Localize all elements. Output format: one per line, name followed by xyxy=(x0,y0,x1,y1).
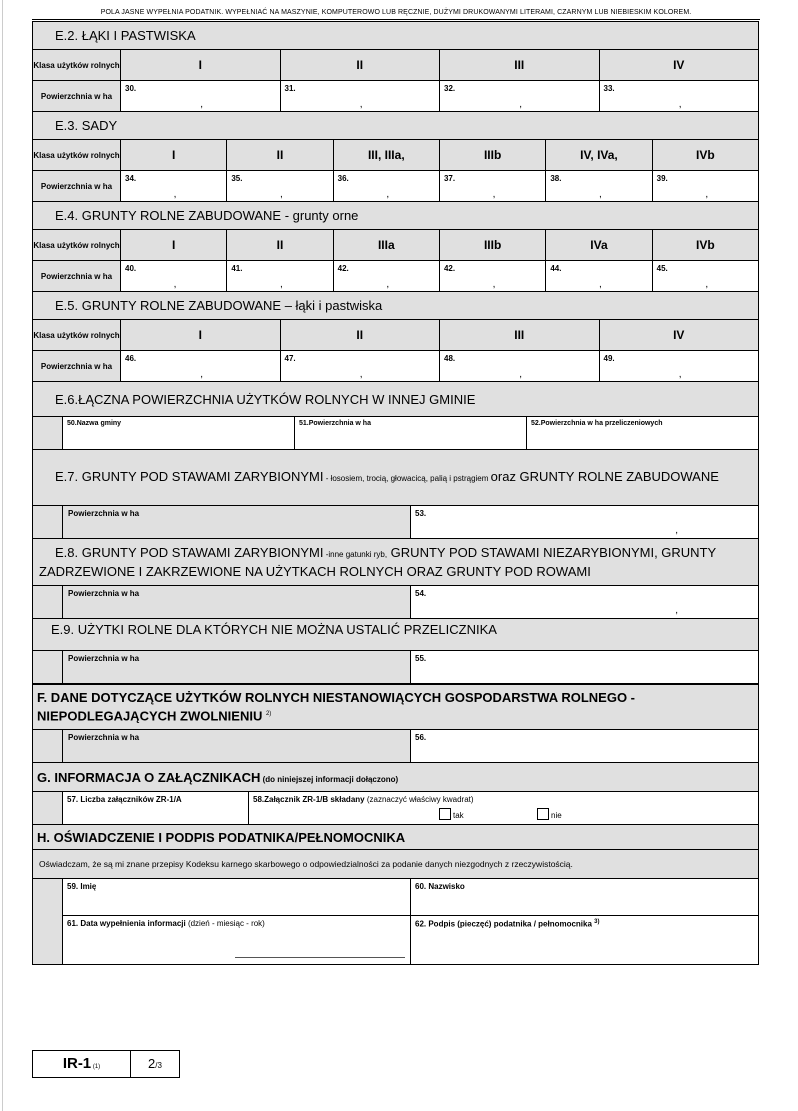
field-56[interactable]: 56. xyxy=(411,730,759,763)
field-36[interactable]: 36. , xyxy=(333,171,439,202)
section-title: E.3. SADY xyxy=(33,112,759,140)
section-e3 xyxy=(32,111,759,202)
field-41[interactable]: 41. , xyxy=(227,261,333,292)
field-60-last-name[interactable]: 60. Nazwisko xyxy=(411,879,759,916)
section-g xyxy=(32,762,759,825)
row-label-class: Klasa użytków rolnych xyxy=(33,50,121,81)
class-header: IVa xyxy=(546,230,652,261)
area-label: Powierzchnia w ha xyxy=(63,506,411,539)
class-header: IVb xyxy=(652,140,758,171)
date-underline xyxy=(235,957,405,958)
section-h xyxy=(32,824,759,965)
section-f xyxy=(32,683,759,763)
class-header: III xyxy=(440,320,600,351)
page-edge xyxy=(2,0,3,1111)
area-label: Powierzchnia w ha xyxy=(63,651,411,684)
field-48[interactable]: 48. , xyxy=(440,351,600,382)
field-61-date[interactable]: 61. Data wypełnienia informacji (dzień - miesiąc - rok) xyxy=(63,916,411,965)
class-header: IIIb xyxy=(439,230,545,261)
page-number: 2/3 xyxy=(148,1056,162,1071)
row-label-area: Powierzchnia w ha xyxy=(33,81,121,112)
class-header: I xyxy=(121,320,281,351)
class-header: IV xyxy=(599,320,759,351)
section-title: E.2. ŁĄKI I PASTWISKA xyxy=(33,22,759,50)
class-header: II xyxy=(227,230,333,261)
field-50-municipality[interactable]: 50.Nazwa gminy xyxy=(63,417,295,450)
class-header: I xyxy=(121,140,227,171)
class-header: IIIa xyxy=(333,230,439,261)
class-header: IV xyxy=(599,50,759,81)
class-header: II xyxy=(227,140,333,171)
class-header: III xyxy=(440,50,600,81)
section-title: E.7. GRUNTY POD STAWAMI ZARYBIONYMI - łososiem, trocią, głowacicą, palią i pstrągiem oraz GRUNTY ROLNE ZABUDOWANE xyxy=(33,450,759,506)
divider xyxy=(32,19,760,20)
field-55[interactable]: 55. xyxy=(411,651,759,684)
area-label: Powierzchnia w ha xyxy=(63,586,411,619)
field-46[interactable]: 46. , xyxy=(121,351,281,382)
section-title: E.5. GRUNTY ROLNE ZABUDOWANE – łąki i pastwiska xyxy=(33,292,759,320)
field-39[interactable]: 39. , xyxy=(652,171,758,202)
section-title: F. DANE DOTYCZĄCE UŻYTKÓW ROLNYCH NIESTANOWIĄCYCH GOSPODARSTWA ROLNEGO - NIEPODLEGAJĄCYCH ZWOLNIENIU $^{2)}$ xyxy=(33,684,759,730)
section-e5 xyxy=(32,291,759,382)
option-no[interactable]: nie xyxy=(537,808,562,820)
field-42[interactable]: 42. , xyxy=(333,261,439,292)
form-footer xyxy=(32,1050,180,1078)
section-title: G. INFORMACJA O ZAŁĄCZNIKACH (do niniejszej informacji dołączono) xyxy=(33,763,759,792)
row-label-area: Powierzchnia w ha xyxy=(33,351,121,382)
field-59-first-name[interactable]: 59. Imię xyxy=(63,879,411,916)
field-49[interactable]: 49. , xyxy=(599,351,759,382)
row-label-area: Powierzchnia w ha xyxy=(33,261,121,292)
row-label-class: Klasa użytków rolnych xyxy=(33,320,121,351)
indent-gutter xyxy=(33,792,63,825)
field-35[interactable]: 35. , xyxy=(227,171,333,202)
field-53[interactable]: 53. , xyxy=(411,506,759,539)
form-code: IR-1 (1) xyxy=(33,1051,131,1077)
option-yes[interactable]: tak xyxy=(439,808,464,820)
section-e6 xyxy=(32,381,759,450)
section-title: H. OŚWIADCZENIE I PODPIS PODATNIKA/PEŁNOMOCNIKA xyxy=(33,825,759,850)
field-43[interactable]: 42. , xyxy=(439,261,545,292)
section-e4 xyxy=(32,201,759,292)
class-header: I xyxy=(121,230,227,261)
field-62-signature[interactable]: 62. Podpis (pieczęć) podatnika / pełnomocnika $^{3)}$ xyxy=(411,916,759,965)
section-title: E.9. UŻYTKI ROLNE DLA KTÓRYCH NIE MOŻNA USTALIĆ PRZELICZNIKA xyxy=(33,619,759,651)
row-label-area: Powierzchnia w ha xyxy=(33,171,121,202)
field-47[interactable]: 47. , xyxy=(280,351,440,382)
field-32[interactable]: 32. , xyxy=(440,81,600,112)
form-body xyxy=(32,21,759,965)
instruction-note: POLA JASNE WYPEŁNIA PODATNIK. WYPEŁNIAĆ NA MASZYNIE, KOMPUTEROWO LUB RĘCZNIE, DUŻYMI DRUKOWANYMI LITERAMI, CZARNYM LUB NIEBIESKIM KOLOREM. xyxy=(100,9,692,16)
statement-text: Oświadczam, że są mi znane przepisy Kodeksu karnego skarbowego o odpowiedzialności za podanie danych niezgodnych z rzeczywistością. xyxy=(33,850,759,879)
checkbox-yes[interactable] xyxy=(439,808,451,820)
row-label-class: Klasa użytków rolnych xyxy=(33,230,121,261)
indent-gutter xyxy=(33,586,63,619)
section-e9 xyxy=(32,618,759,684)
field-30[interactable]: 30. , xyxy=(121,81,281,112)
field-44[interactable]: 44. , xyxy=(546,261,652,292)
section-e7 xyxy=(32,449,759,539)
field-51-area[interactable]: 51.Powierzchnia w ha xyxy=(295,417,527,450)
class-header: II xyxy=(280,50,440,81)
field-31[interactable]: 31. , xyxy=(280,81,440,112)
field-37[interactable]: 37. , xyxy=(439,171,545,202)
class-header: IVb xyxy=(652,230,758,261)
section-e2 xyxy=(32,21,759,112)
field-40[interactable]: 40. , xyxy=(121,261,227,292)
section-e8 xyxy=(32,538,759,619)
field-33[interactable]: 33. , xyxy=(599,81,759,112)
indent-gutter xyxy=(33,730,63,763)
indent-gutter xyxy=(33,651,63,684)
field-45[interactable]: 45. , xyxy=(652,261,758,292)
field-38[interactable]: 38. , xyxy=(546,171,652,202)
indent-gutter xyxy=(33,417,63,450)
field-34[interactable]: 34. , xyxy=(121,171,227,202)
section-title: E.6.ŁĄCZNA POWIERZCHNIA UŻYTKÓW ROLNYCH W INNEJ GMINIE xyxy=(33,382,759,417)
class-header: I xyxy=(121,50,281,81)
row-label-class: Klasa użytków rolnych xyxy=(33,140,121,171)
field-52-area-converted[interactable]: 52.Powierzchnia w ha przeliczeniowych xyxy=(527,417,759,450)
field-54[interactable]: 54. , xyxy=(411,586,759,619)
class-header: II xyxy=(280,320,440,351)
field-57-attachments-count[interactable]: 57. Liczba załączników ZR-1/A xyxy=(63,792,249,825)
checkbox-no[interactable] xyxy=(537,808,549,820)
class-header: IIIb xyxy=(439,140,545,171)
section-title: E.8. GRUNTY POD STAWAMI ZARYBIONYMI -inne gatunki ryb, GRUNTY POD STAWAMI NIEZARYBIONYMI, GRUNTY ZADRZEWIONE I ZAKRZEWIONE NA UŻYTKACH ROLNYCH ORAZ GRUNTY POD ROWAMI xyxy=(33,539,759,586)
class-header: III, IIIa, xyxy=(333,140,439,171)
section-title: E.4. GRUNTY ROLNE ZABUDOWANE - grunty orne xyxy=(33,202,759,230)
area-label: Powierzchnia w ha xyxy=(63,730,411,763)
field-58-attachment-zr1b: 58.Załącznik ZR-1/B składany (zaznaczyć właściwy kwadrat) tak nie xyxy=(249,792,759,825)
indent-gutter xyxy=(33,506,63,539)
indent-gutter xyxy=(33,879,63,965)
class-header: IV, IVa, xyxy=(546,140,652,171)
